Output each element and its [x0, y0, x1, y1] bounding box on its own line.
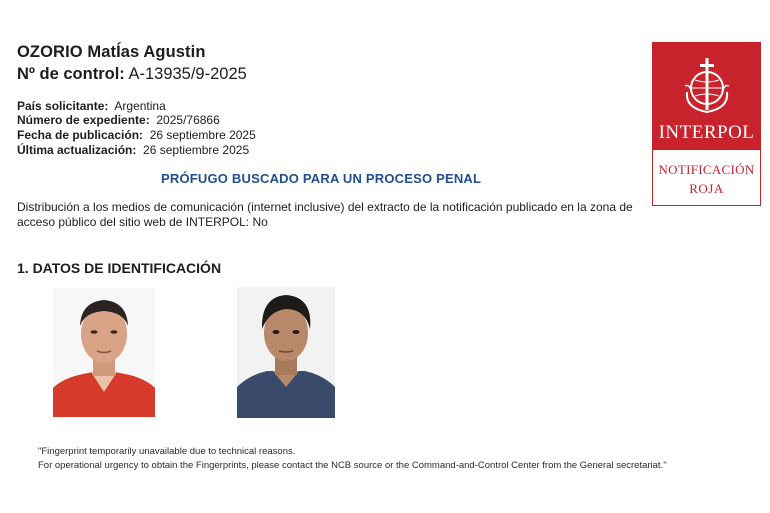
- distribution-text: [17, 200, 642, 230]
- detail-label: Fecha de publicación:: [17, 128, 144, 142]
- logo-notice-line2: ROJA: [689, 181, 724, 196]
- detail-label: País solicitante:: [17, 99, 109, 113]
- detail-last-update: [17, 143, 249, 157]
- interpol-emblem-icon: [681, 56, 733, 116]
- person-photo-1: [53, 288, 155, 417]
- detail-file-number: [17, 113, 220, 127]
- logo-brand-text: INTERPOL: [658, 122, 755, 143]
- section-title: 1. DATOS DE IDENTIFICACIÓN: [17, 260, 222, 276]
- detail-publication-date: [17, 128, 256, 142]
- person-photo-2: [237, 287, 335, 418]
- detail-value: 2025/76866: [156, 113, 220, 127]
- control-number: [17, 65, 247, 84]
- logo-notice-panel: [652, 150, 761, 206]
- detail-label: Número de expediente:: [17, 113, 150, 127]
- interpol-red-notice-logo: [652, 42, 761, 207]
- fingerprint-note-line: "Fingerprint temporarily unavailable due to technical reasons.: [38, 446, 296, 457]
- detail-requesting-country: [17, 99, 166, 113]
- logo-notice-line1: NOTIFICACIÓN: [658, 162, 755, 177]
- control-label: Nº de control:: [17, 65, 125, 83]
- fingerprint-note-line: For operational urgency to obtain the Fingerprints, please contact the NCB source or the Command-and-Control Center from the General secretariat.": [38, 460, 667, 471]
- detail-value: 26 septiembre 2025: [143, 143, 250, 157]
- detail-label: Última actualización:: [17, 143, 137, 157]
- detail-value: Argentina: [114, 99, 166, 113]
- distribution-line: Distribución a los medios de comunicación (internet inclusive) del extracto de la notificación publicado en la zona de: [17, 200, 633, 214]
- detail-value: 26 septiembre 2025: [149, 128, 256, 142]
- control-value: A-13935/9-2025: [128, 65, 247, 83]
- logo-red-panel: [652, 42, 761, 150]
- notice-type-heading: PRÓFUGO BUSCADO PARA UN PROCESO PENAL: [161, 171, 482, 186]
- person-name: OZORIO MatÍas Agustin: [17, 43, 206, 61]
- distribution-line: acceso público del sitio web de INTERPOL: No: [17, 215, 268, 229]
